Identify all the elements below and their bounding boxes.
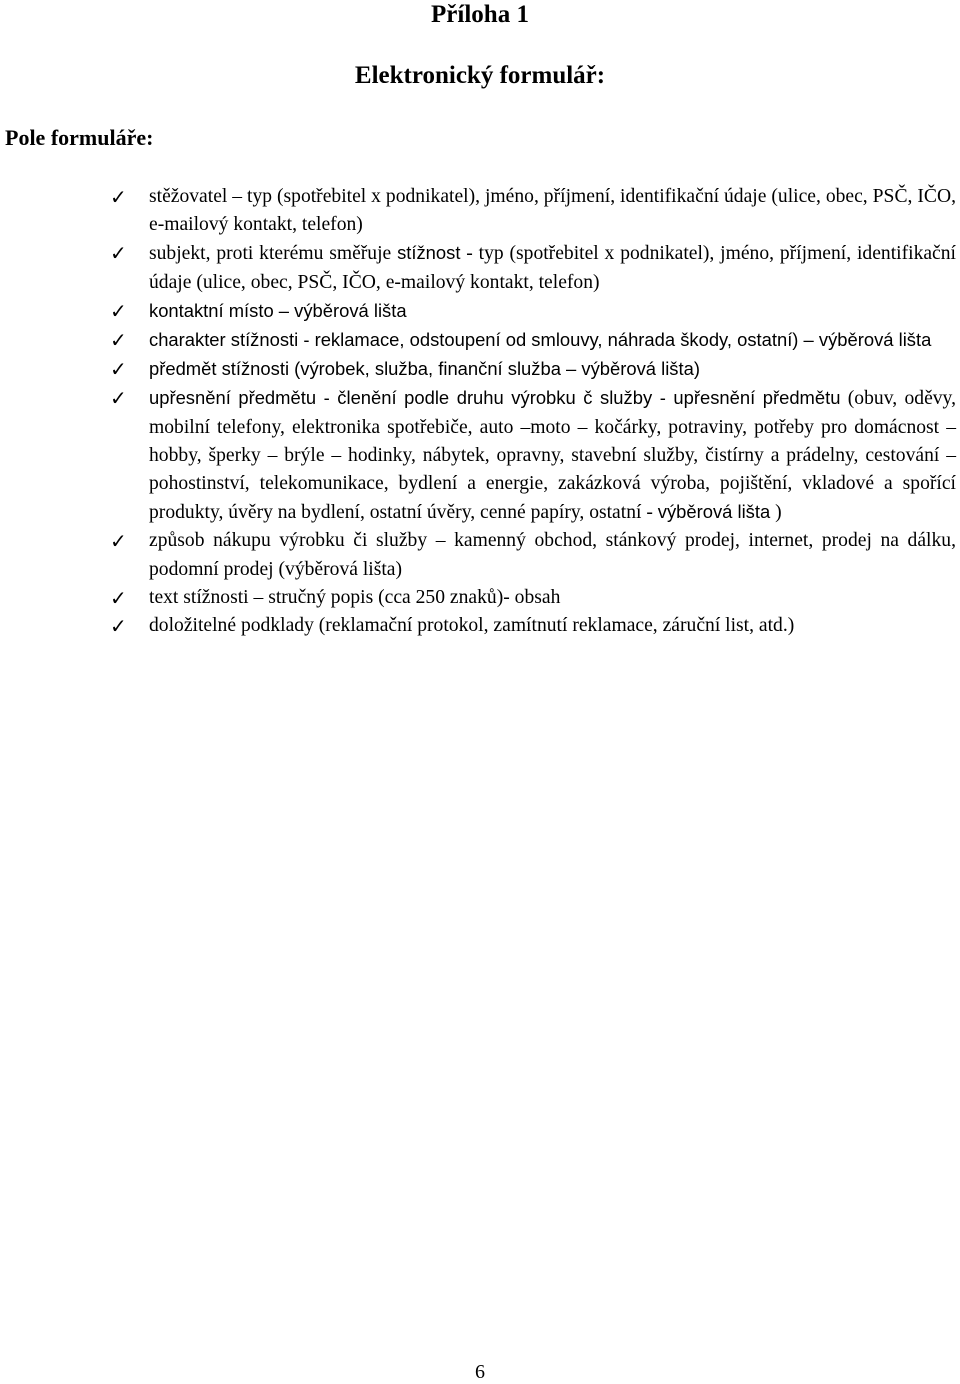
- list-item: [110, 527, 956, 583]
- page-title: Elektronický formulář:: [354, 62, 606, 89]
- list-item-text: - typ (spotřebitel x podnikatel), jméno, příjmení, identifikační údaje (ulice, obec, PSČ, IČO, e-mailový kontakt, telefon): [149, 243, 956, 293]
- annex-label: Příloha 1: [431, 1, 529, 28]
- list-item-text: stížnost: [397, 242, 461, 264]
- list-item: [110, 384, 956, 527]
- list-item-text: text stížnosti – stručný popis (cca 250 znaků)- obsah: [149, 586, 561, 608]
- list-item: [110, 297, 956, 326]
- list-item-text: způsob nákupu výrobku či služby – kamenný obchod, stánkový prodej, internet, prodej na dálku, podomní prodej (výběrová lišta): [149, 530, 956, 580]
- check-icon: ✓: [110, 241, 127, 266]
- list-item-text: upřesnění předmětu - členění podle druhu výrobku č služby - upřesnění předmětu: [149, 387, 841, 409]
- list-item-text: předmět stížnosti (výrobek, služba, finanční služba – výběrová lišta): [149, 358, 700, 380]
- check-icon: ✓: [110, 357, 127, 382]
- list-item-text: kontaktní místo – výběrová lišta: [149, 299, 407, 321]
- check-icon: ✓: [110, 328, 127, 353]
- list-item-text: stěžovatel – typ (spotřebitel x podnikatel), jméno, příjmení, identifikační údaje (ulice, obec, PSČ, IČO, e-mailový kontakt, telefon): [149, 186, 956, 236]
- list-item: [110, 584, 956, 612]
- check-icon: ✓: [110, 185, 127, 209]
- list-item: [110, 326, 956, 355]
- check-icon: ✓: [110, 614, 127, 639]
- section-heading: Pole formuláře:: [5, 125, 154, 150]
- form-field-list: [110, 183, 956, 640]
- list-item-text: ): [770, 502, 782, 524]
- list-item: [110, 183, 956, 239]
- list-item-text: výběrová lišta: [657, 501, 771, 523]
- check-icon: ✓: [110, 298, 127, 323]
- list-item-text: subjekt, proti kterému směřuje: [149, 243, 398, 265]
- list-item: [110, 355, 956, 384]
- check-icon: ✓: [110, 529, 127, 554]
- list-item-text: (obuv, oděvy, mobilní telefony, elektronika spotřebiče, auto –moto – kočárky, potraviny, potřeby pro domácnost – hobby, šperky – brýle – hodinky, nábytek, opravny, stavební služby, čistírny a prádelny, cestování – pohostinství, telekomunikace, bydlení a energie, zakázková výroba, pojištění, vkladové a spořící produkty, úvěry na bydlení, ostatní úvěry, cenné papíry, ostatní -: [149, 388, 956, 524]
- check-icon: ✓: [110, 585, 127, 610]
- list-item: [110, 612, 956, 640]
- list-item: [110, 239, 956, 296]
- page-number: 6: [475, 1361, 485, 1383]
- list-item-text: doložitelné podklady (reklamační protokol, zamítnutí reklamace, záruční list, atd.): [149, 615, 795, 637]
- list-item-text: charakter stížnosti - reklamace, odstoupení od smlouvy, náhrada škody, ostatní) – výběrová lišta: [149, 329, 932, 351]
- check-icon: ✓: [110, 386, 127, 411]
